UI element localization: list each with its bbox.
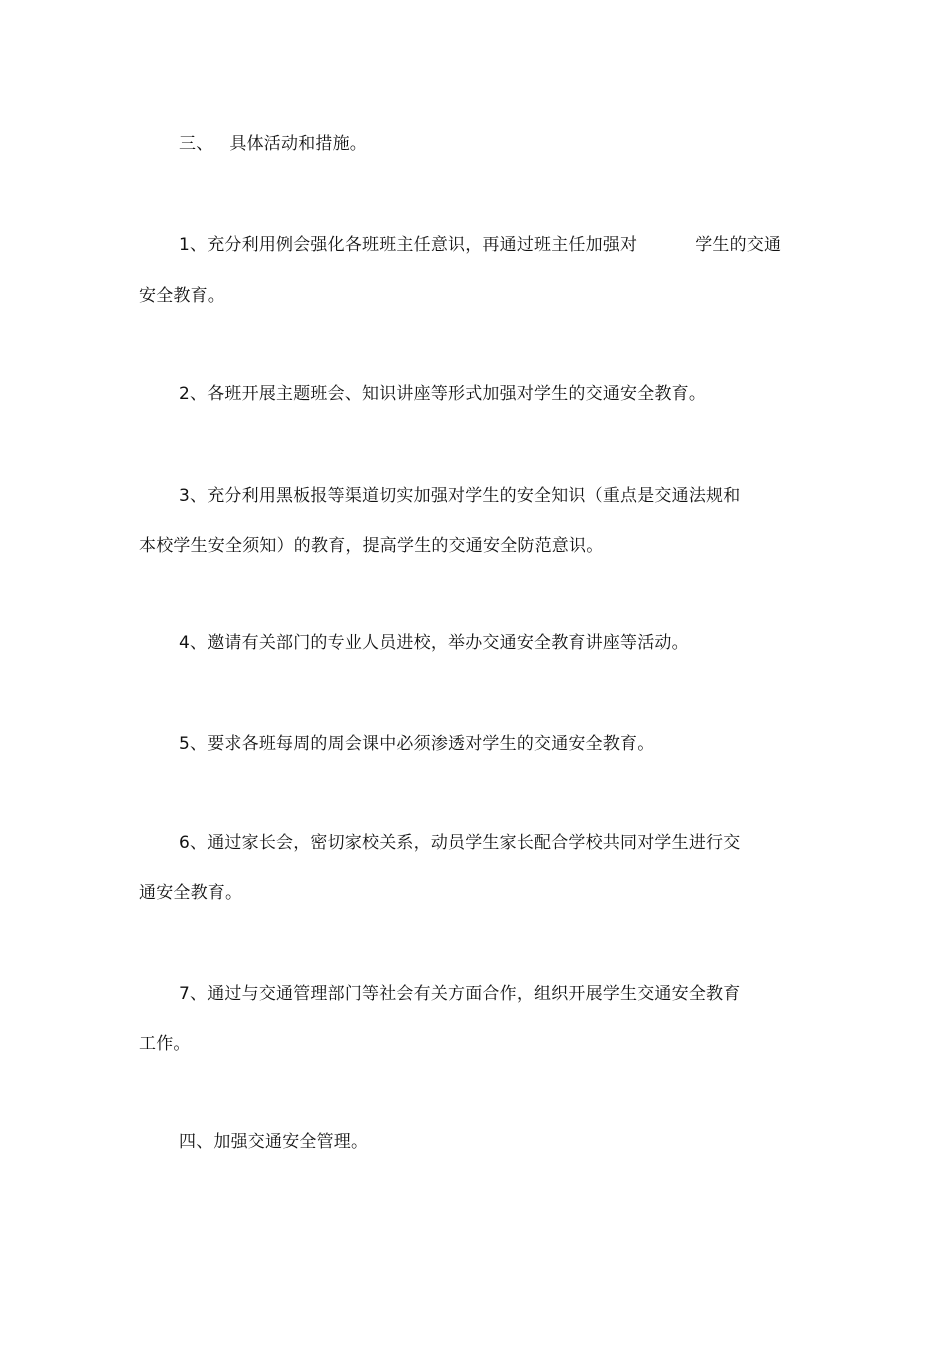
item-3-line-1: 3、充分利用黑板报等渠道切实加强对学生的安全知识（重点是交通法规和 xyxy=(179,486,741,506)
section-heading-3 xyxy=(179,133,367,155)
section-heading-4: 四、加强交通安全管理。 xyxy=(179,1132,369,1152)
item-1-line-2: 安全教育。 xyxy=(139,286,225,306)
item-4-line-1: 4、邀请有关部门的专业人员进校，举办交通安全教育讲座等活动。 xyxy=(179,633,689,653)
item-5-line-1: 5、要求各班每周的周会课中必须渗透对学生的交通安全教育。 xyxy=(179,734,655,754)
item-1-text-b: 学生的交通 xyxy=(695,235,782,255)
section-number: 三、 xyxy=(179,134,214,154)
item-1-line-1 xyxy=(179,234,781,256)
item-3-line-2: 本校学生安全须知）的教育，提高学生的交通安全防范意识。 xyxy=(139,536,604,556)
item-7-line-1: 7、通过与交通管理部门等社会有关方面合作，组织开展学生交通安全教育 xyxy=(179,984,741,1004)
item-6-line-1: 6、通过家长会，密切家校关系，动员学生家长配合学校共同对学生进行交 xyxy=(179,833,741,853)
item-7-line-2: 工作。 xyxy=(139,1034,191,1054)
item-2-line-1: 2、各班开展主题班会、知识讲座等形式加强对学生的交通安全教育。 xyxy=(179,384,707,404)
item-1-text-a: 1、充分利用例会强化各班班主任意识，再通过班主任加强对 xyxy=(179,235,638,255)
item-6-line-2: 通安全教育。 xyxy=(139,883,243,903)
section-title: 具体活动和措施。 xyxy=(229,134,368,154)
